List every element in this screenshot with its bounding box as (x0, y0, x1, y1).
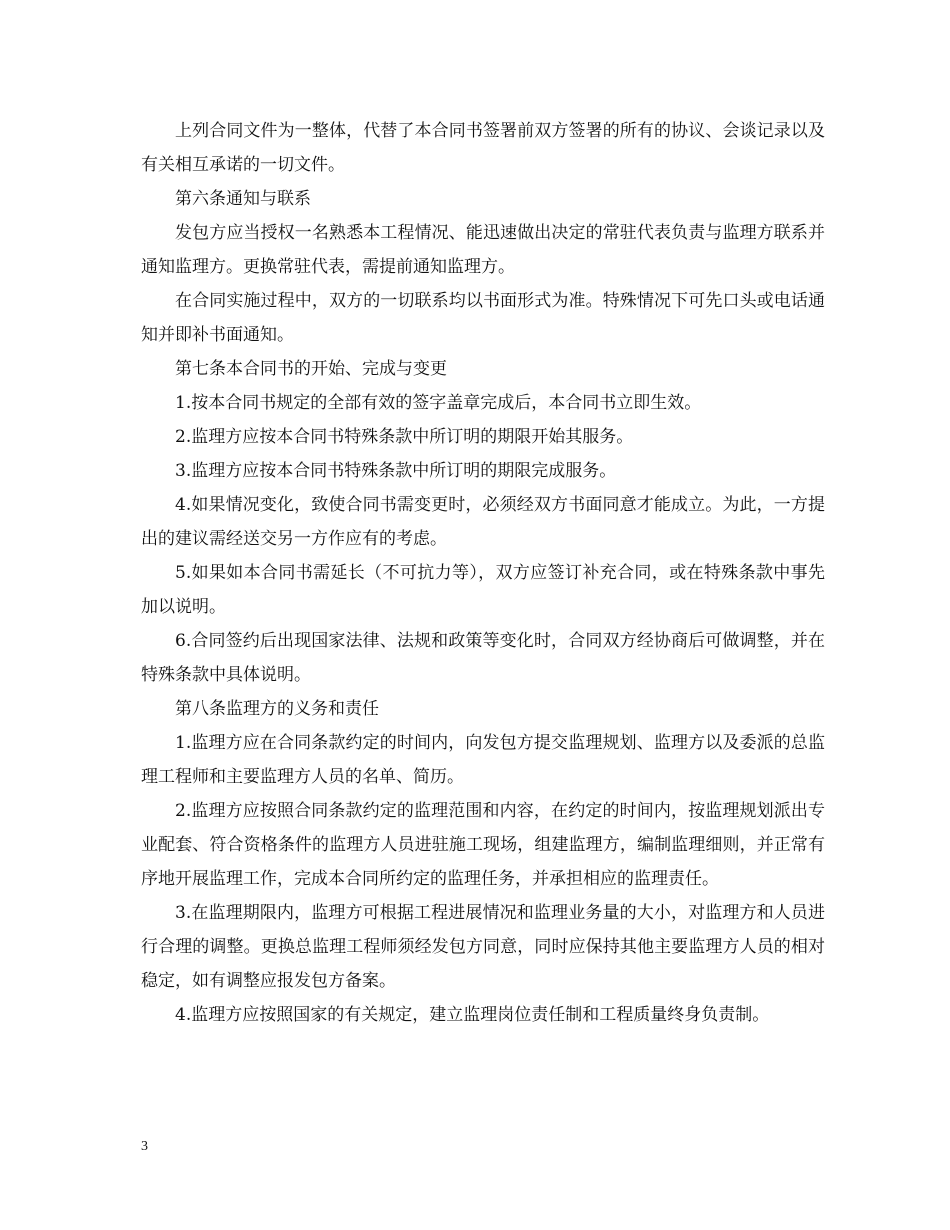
paragraph: 在合同实施过程中，双方的一切联系均以书面形式为准。特殊情况下可先口头或电话通知并即补书面通知。 (141, 291, 825, 345)
list-item: 4.监理方应按照国家的有关规定，建立监理岗位责任制和工程质量终身负责制。 (175, 1005, 770, 1025)
page-number: 3 (141, 1139, 148, 1154)
section-heading: 第七条本合同书的开始、完成与变更 (175, 359, 447, 379)
section-heading: 第八条监理方的义务和责任 (175, 699, 379, 719)
paragraph: 发包方应当授权一名熟悉本工程情况、能迅速做出决定的常驻代表负责与监理方联系并通知监理方。更换常驻代表，需提前通知监理方。 (141, 223, 825, 277)
paragraph: 上列合同文件为一整体，代替了本合同书签署前双方签署的所有的协议、会谈记录以及有关相互承诺的一切文件。 (141, 121, 825, 175)
list-item: 3.监理方应按本合同书特殊条款中所订明的期限完成服务。 (175, 461, 617, 481)
list-item: 1.按本合同书规定的全部有效的签字盖章完成后，本合同书立即生效。 (175, 393, 702, 413)
list-item: 2.监理方应按照合同条款约定的监理范围和内容，在约定的时间内，按监理规划派出专业配套、符合资格条件的监理方人员进驻施工现场，组建监理方，编制监理细则，并正常有序地开展监理工作，完成本合同所约定的监理任务，并承担相应的监理责任。 (141, 801, 825, 889)
list-item: 3.在监理期限内，监理方可根据工程进展情况和监理业务量的大小，对监理方和人员进行合理的调整。更换总监理工程师须经发包方同意，同时应保持其他主要监理方人员的相对稳定，如有调整应报发包方备案。 (141, 903, 825, 991)
list-item: 2.监理方应按本合同书特殊条款中所订明的期限开始其服务。 (175, 427, 634, 447)
list-item: 1.监理方应在合同条款约定的时间内，向发包方提交监理规划、监理方以及委派的总监理工程师和主要监理方人员的名单、简历。 (141, 733, 825, 787)
section-heading: 第六条通知与联系 (175, 189, 311, 209)
list-item: 5.如果如本合同书需延长（不可抗力等），双方应签订补充合同，或在特殊条款中事先加以说明。 (141, 563, 825, 617)
list-item: 6.合同签约后出现国家法律、法规和政策等变化时，合同双方经协商后可做调整，并在特殊条款中具体说明。 (141, 631, 825, 685)
list-item: 4.如果情况变化，致使合同书需变更时，必须经双方书面同意才能成立。为此，一方提出的建议需经送交另一方作应有的考虑。 (141, 495, 825, 549)
document-body (141, 114, 825, 1032)
